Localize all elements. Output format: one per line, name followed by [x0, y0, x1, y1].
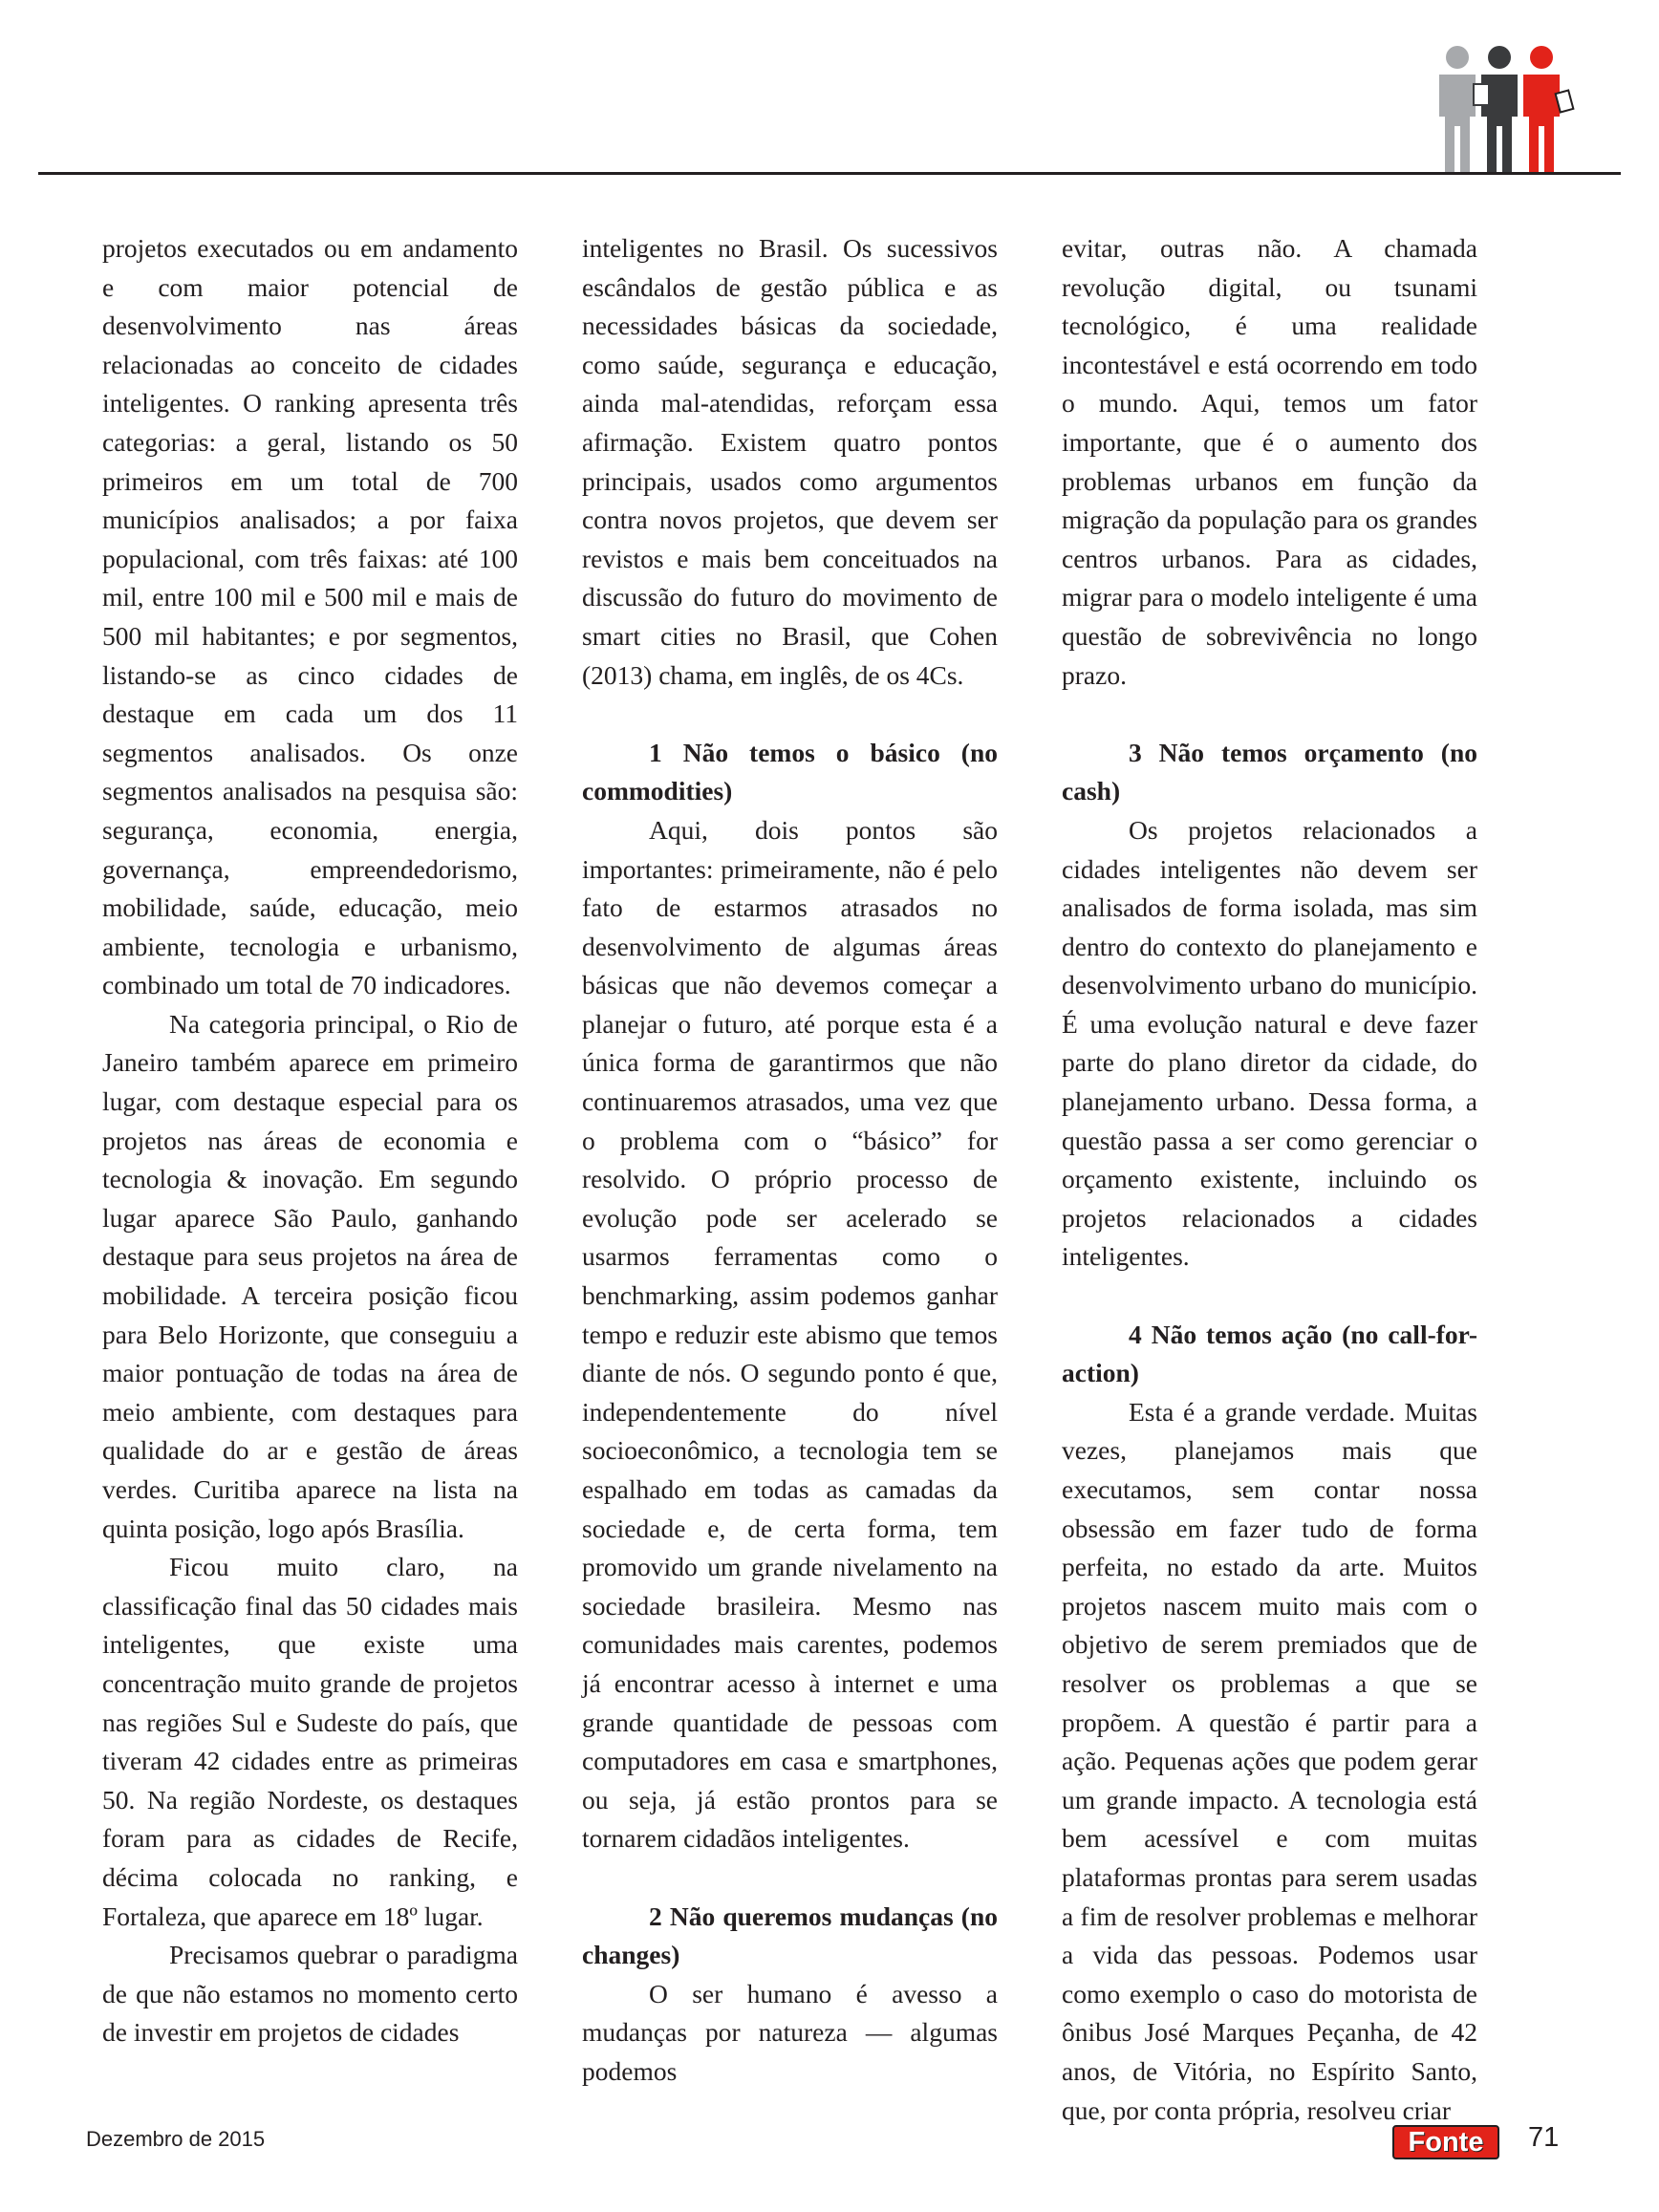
paragraph: evitar, outras não. A chamada revolução digital, ou tsunami tecnológico, é uma realidade incontestável e está ocorrendo em todo o mundo. Aqui, temos um fator importante, que é o aumento dos problemas urbanos em função da migração da população para os grandes centros urbanos. Para as cidades, migrar para o modelo inteligente é uma questão de sobrevivência no longo prazo. [1062, 233, 1477, 690]
section-heading: 4 Não temos ação (no call-for-action) [1062, 1319, 1477, 1388]
footer-date: Dezembro de 2015 [86, 2127, 266, 2151]
paragraph: O ser humano é avesso a mudanças por natureza — algumas podemos [582, 1978, 998, 2086]
paragraph: Os projetos relacionados a cidades inteligentes não devem ser analisados de forma isolada, mas sim dentro do contexto do planejamento e desenvolvimento urbano do município. É uma evolução natural e deve fazer parte do plano diretor da cidade, do planejamento urbano. Dessa forma, a questão passa a ser como gerenciar o orçamento existente, incluindo os projetos relacionados a cidades inteligentes. [1062, 814, 1477, 1272]
text-column-3 [1062, 229, 1477, 2130]
section-heading: 2 Não queremos mudanças (no changes) [582, 1901, 998, 1970]
paragraph: Precisamos quebrar o paradigma de que não estamos no momento certo de investir em projetos de cidades [102, 1940, 518, 2048]
text-column-2 [582, 229, 998, 2092]
paragraph: Aqui, dois pontos são importantes: primeiramente, não é pelo fato de estarmos atrasados no desenvolvimento de algumas áreas básicas que não devemos começar a planejar o futuro, até porque esta é a única forma de garantirmos que não continuaremos atrasados, uma vez que o problema com o “básico” for resolvido. O próprio processo de evolução pode ser acelerado se usarmos ferramentas como o benchmarking, assim podemos ganhar tempo e reduzir este abismo que temos diante de nós. O segundo ponto é que, independentemente do nível socioeconômico, a tecnologia tem se espalhado em todas as camadas da sociedade e, de certa forma, tem promovido um grande nivelamento na sociedade brasileira. Mesmo nas comunidades mais carentes, podemos já encontrar acesso à internet e uma grande quantidade de pessoas com computadores em casa e smartphones, ou seja, já estão prontos para se tornarem cidadãos inteligentes. [582, 814, 998, 1854]
paragraph: inteligentes no Brasil. Os sucessivos escândalos de gestão pública e as necessidades básicas da sociedade, como saúde, segurança e educação, ainda mal-atendidas, reforçam essa afirmação. Existem quatro pontos principais, usados como argumentos contra novos projetos, que devem ser revistos e mais bem conceituados na discussão do futuro do movimento de smart cities no Brasil, que Cohen (2013) chama, em inglês, de os 4Cs. [582, 233, 998, 690]
page-number: 71 [1528, 2122, 1560, 2153]
paragraph: Esta é a grande verdade. Muitas vezes, planejamos mais que executamos, sem contar nossa obsessão em fazer tudo de forma perfeita, no estado da arte. Muitos projetos nascem muito mais com o objetivo de serem premiados que de resolver os problemas a que se propõem. A questão é partir para a ação. Pequenas ações que podem gerar um grande impacto. A tecnologia está bem acessível e com muitas plataformas prontas para serem usadas a fim de resolver problemas e melhorar a vida das pessoas. Podemos usar como exemplo o caso do motorista de ônibus José Marques Peçanha, de 42 anos, de Vitória, no Espírito Santo, que, por conta própria, resolveu criar [1062, 1396, 1477, 2125]
text-column-1 [102, 229, 518, 2052]
header-rule [38, 172, 1621, 175]
paragraph: Na categoria principal, o Rio de Janeiro também aparece em primeiro lugar, com destaque especial para os projetos nas áreas de economia e tecnologia & inovação. Em segundo lugar aparece São Paulo, ganhando destaque para seus projetos na área de mobilidade. A terceira posição ficou para Belo Horizonte, que conseguiu a maior pontuação de todas na área de meio ambiente, com destaques para qualidade do ar e gestão de áreas verdes. Curitiba aparece na lista na quinta posição, logo após Brasília. [102, 1008, 518, 1543]
section-heading: 3 Não temos orçamento (no cash) [1062, 737, 1477, 806]
people-group-icon [1424, 42, 1577, 176]
paragraph: Ficou muito claro, na classificação final das 50 cidades mais inteligentes, que existe uma concentração muito grande de projetos nas regiões Sul e Sudeste do país, que tiveram 42 cidades entre as primeiras 50. Na região Nordeste, os destaques foram para as cidades de Recife, décima colocada no ranking, e Fortaleza, que aparece em 18º lugar. [102, 1552, 518, 1931]
magazine-logo: Fonte [1392, 2125, 1499, 2159]
section-heading: 1 Não temos o básico (no commodities) [582, 737, 998, 806]
paragraph: projetos executados ou em andamento e com maior potencial de desenvolvimento nas áreas relacionadas ao conceito de cidades inteligentes. O ranking apresenta três categorias: a geral, listando os 50 primeiros em um total de 700 municípios analisados; a por faixa populacional, com três faixas: até 100 mil, entre 100 mil e 500 mil e mais de 500 mil habitantes; e por segmentos, listando-se as cinco cidades de destaque em cada um dos 11 segmentos analisados. Os onze segmentos analisados na pesquisa são: segurança, economia, energia, governança, empreendedorismo, mobilidade, saúde, educação, meio ambiente, tecnologia e urbanismo, combinado um total de 70 indicadores. [102, 233, 518, 1000]
